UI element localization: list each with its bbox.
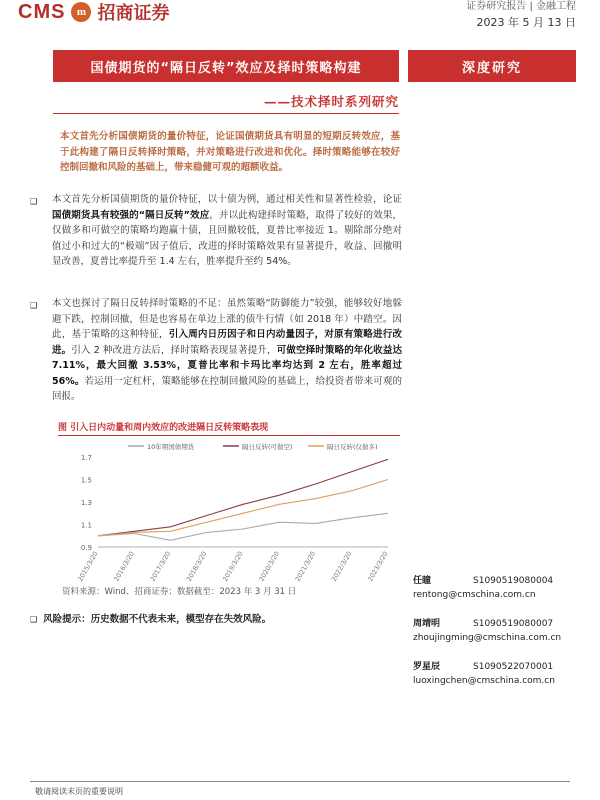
x-tick-label: 2018/3/20 xyxy=(184,550,209,583)
report-meta xyxy=(466,0,576,30)
y-tick-label: 1.3 xyxy=(80,499,92,507)
x-tick-label: 2020/3/20 xyxy=(257,550,281,583)
x-tick-label: 2022/3/20 xyxy=(329,550,354,583)
performance-line-chart xyxy=(58,437,400,583)
report-type: 证券研究报告 | 金融工程 xyxy=(466,1,576,12)
series-line xyxy=(98,513,388,540)
x-tick-label: 2015/3/20 xyxy=(76,550,100,583)
x-tick-label: 2017/3/20 xyxy=(148,550,173,583)
y-tick-label: 1.7 xyxy=(80,454,92,462)
y-tick-label: 0.9 xyxy=(80,544,92,552)
x-tick-label: 2016/3/20 xyxy=(112,550,136,583)
analyst-email[interactable]: luoxingchen@cmschina.com.cn xyxy=(413,676,555,686)
report-subtitle: ——技术择时系列研究 xyxy=(263,94,399,109)
summary-paragraph: 本文首先分析国债期货的量价特征，论证国债期货具有明显的短期反转效应，基于此构建了隔日反转择时策略，并对策略进行改进和优化。择时策略能够在较好控制回撤和风险的基础上，带来稳健可观的超额收益。 xyxy=(60,131,400,173)
analyst-license: S1090519080007 xyxy=(473,619,554,629)
risk-warning: ❑ 风险提示：历史数据不代表未来，模型存在失效风险。 xyxy=(30,614,272,625)
analyst-license: S1090522070001 xyxy=(473,662,554,672)
report-category: 深度研究 xyxy=(408,50,576,82)
square-bullet-icon: ❑ xyxy=(30,615,38,624)
square-bullet-icon: ❑ xyxy=(30,301,38,310)
square-bullet-icon: ❑ xyxy=(30,197,38,206)
bullet-text: 本文也探讨了隔日反转择时策略的不足：虽然策略“防御能力”较强，能够较好地躲避下跌，控制回撤，但是也容易在单边上涨的债牛行情（如 2018 年）中踏空。因此，基于策略的这种特征，引入周内日历因子和日内动量因子，对原有策略进行改进。引入 2 种改进方法后，择时策略表现显著提升，可做空择时策略的年化收益达 7.11%，最大回撤 3.53%，夏普比率和卡玛比率均达到 2 左右，胜率超过 56%。若运用一定杠杆，策略能够在控制回撤风险的基础上，给投资者带来可观的回报。 xyxy=(52,298,402,402)
legend-label: 10年期国债期货 xyxy=(147,443,195,451)
analyst-email[interactable]: zhoujingming@cmschina.com.cn xyxy=(413,633,562,643)
chart-source: 资料来源：Wind、招商证券；数据截至：2023 年 3 月 31 日 xyxy=(62,587,297,597)
analyst-email[interactable]: rentong@cmschina.com.cn xyxy=(413,590,536,600)
company-logo xyxy=(18,0,169,24)
analyst-card xyxy=(413,574,553,602)
report-title: 国债期货的“隔日反转”效应及择时策略构建 xyxy=(53,50,399,82)
footer-divider xyxy=(30,781,570,782)
bullet-text: 本文首先分析国债期货的量价特征，以十债为例，通过相关性和显著性检验，论证国债期货具有较强的“隔日反转”效应，并以此构建择时策略，取得了较好的效果，仅做多和可做空的策略均跑赢十债，且回撤较低，夏普比率接近 1。剔除部分绝对值过小和过大的“极端”因子值后，改进的择时策略效果有显著提升，收益、回撤明显改善，夏普比率提升至 1.4 左右，胜率提升至约 54%。 xyxy=(52,194,402,267)
y-tick-label: 1.1 xyxy=(80,521,92,530)
analyst-card xyxy=(413,617,561,645)
x-tick-label: 2023/3/20 xyxy=(366,550,390,583)
subtitle-divider xyxy=(53,113,399,114)
series-line xyxy=(98,459,388,536)
bullet-point xyxy=(30,296,402,405)
x-tick-label: 2021/3/20 xyxy=(293,550,318,583)
series-line xyxy=(98,480,388,536)
y-tick-label: 1.5 xyxy=(80,476,92,485)
chart-title: 图 引入日内动量和周内效应的改进隔日反转策略表现 xyxy=(58,420,400,436)
logo-chinese-name: 招商证券 xyxy=(97,3,170,24)
legend-label: 隔日反转(仅做多) xyxy=(327,443,378,451)
logo-badge-icon: m xyxy=(71,2,91,22)
logo-text: CMS xyxy=(18,0,66,23)
analyst-card xyxy=(413,660,555,688)
bullet-point xyxy=(30,192,402,270)
analyst-name: 周靖明 xyxy=(413,619,441,629)
footer-note: 敬请阅读末页的重要说明 xyxy=(35,787,123,796)
analyst-license: S1090519080004 xyxy=(473,576,554,586)
analyst-name: 任瞳 xyxy=(413,576,432,586)
legend-label: 隔日反转(可做空) xyxy=(242,443,293,451)
x-tick-label: 2019/3/20 xyxy=(221,550,245,583)
analyst-name: 罗星辰 xyxy=(413,662,441,672)
report-date: 2023 年 5 月 13 日 xyxy=(476,16,576,29)
